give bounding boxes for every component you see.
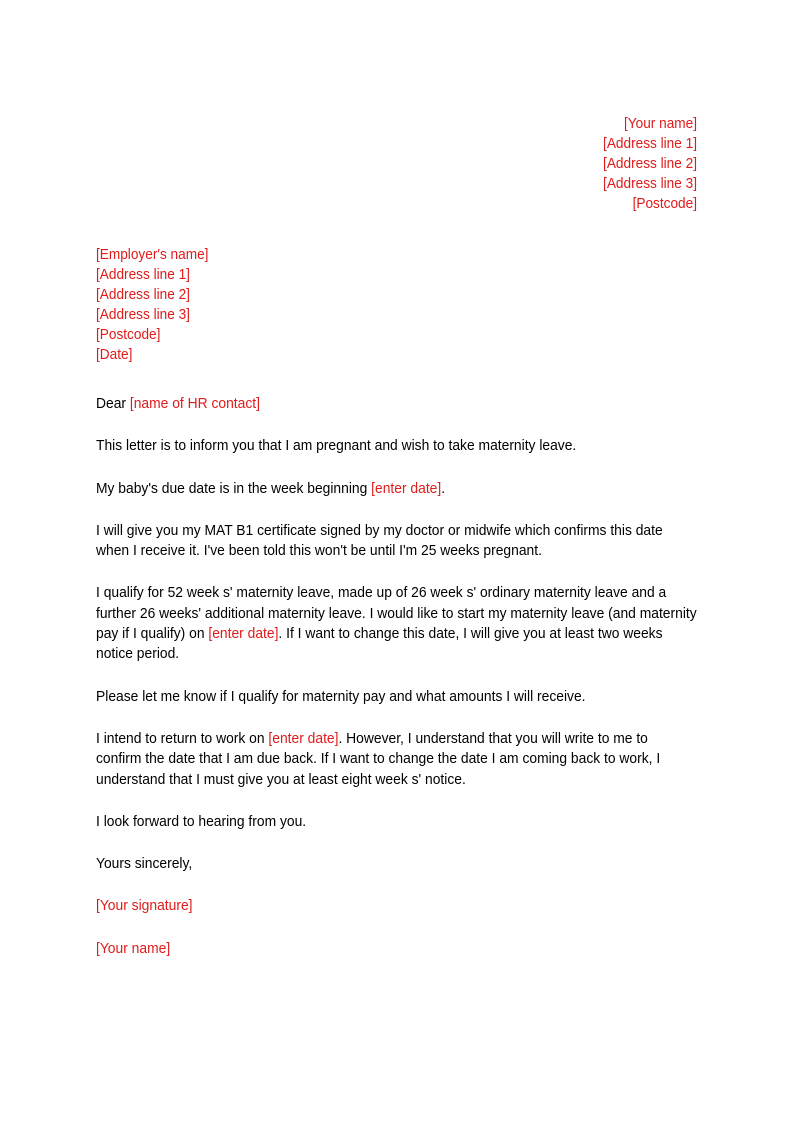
sender-name-placeholder-line	[96, 939, 697, 959]
body-paragraph-3	[96, 521, 697, 562]
due-date-placeholder: [enter date]	[371, 480, 442, 497]
return-to-work-notice-text: . However, I understand that you will write to me to confirm the date that I am due back. If I want to change the date I am coming back to work, I understand that I must give you at least eight week s' notice.	[96, 730, 661, 788]
sender-address-line: [Address line 2]	[603, 156, 697, 172]
recipient-address-line: [Address line 3]	[96, 307, 190, 323]
letter-content	[96, 0, 697, 959]
leave-start-date-placeholder: [enter date]	[208, 626, 279, 643]
recipient-address-line: [Employer's name]	[96, 247, 209, 263]
sender-address-line: [Address line 3]	[603, 176, 697, 192]
body-paragraph-1-text: This letter is to inform you that I am pregnant and wish to take maternity leave.	[96, 438, 577, 455]
body-paragraph-2	[96, 479, 697, 499]
sign-off-line	[96, 854, 697, 874]
due-date-intro-text: My baby's due date is in the week beginning	[96, 480, 372, 497]
recipient-address-line: [Postcode]	[96, 327, 161, 343]
sign-off-text: Yours sincerely,	[96, 856, 193, 873]
sender-address-block	[96, 0, 697, 214]
salutation-greeting: Dear	[96, 396, 130, 412]
look-forward-text: I look forward to hearing from you.	[96, 813, 307, 830]
matb1-certificate-text: I will give you my MAT B1 certificate signed by my doctor or midwife which confirms this date when I receive it. I've been told this won't be until I'm 25 weeks pregnant.	[96, 522, 663, 560]
due-date-trailing-text: .	[441, 480, 446, 497]
signature-placeholder-text: [Your signature]	[96, 898, 193, 915]
recipient-address-line: [Address line 1]	[96, 267, 190, 283]
sender-name-placeholder-text: [Your name]	[96, 940, 171, 957]
body-paragraph-1	[96, 436, 697, 456]
sender-address-line: [Your name]	[624, 116, 697, 132]
salutation-line	[96, 394, 697, 414]
hr-contact-placeholder: [name of HR contact]	[129, 396, 260, 412]
body-paragraph-5	[96, 687, 697, 707]
recipient-address-block	[96, 214, 697, 365]
sender-address-line: [Address line 1]	[603, 136, 697, 152]
return-to-work-intro-text: I intend to return to work on	[96, 730, 269, 747]
signature-placeholder-line	[96, 896, 697, 916]
leave-entitlement-text: I qualify for 52 week s' maternity leave, made up of 26 week s' ordinary maternity leave and a further 26 weeks' additional maternity leave. I would like to start my maternity leave (and maternity pay if I qualify) on	[96, 585, 697, 643]
recipient-date-line: [Date]	[96, 347, 133, 363]
body-paragraph-4	[96, 583, 697, 664]
maternity-pay-request-text: Please let me know if I qualify for maternity pay and what amounts I will receive.	[96, 688, 586, 705]
return-date-placeholder: [enter date]	[268, 730, 339, 747]
recipient-address-line: [Address line 2]	[96, 287, 190, 303]
leave-notice-text: . If I want to change this date, I will give you at least two weeks notice period.	[96, 626, 663, 663]
body-paragraph-6	[96, 729, 697, 790]
body-paragraph-7	[96, 812, 697, 832]
sender-address-line: [Postcode]	[632, 196, 697, 212]
